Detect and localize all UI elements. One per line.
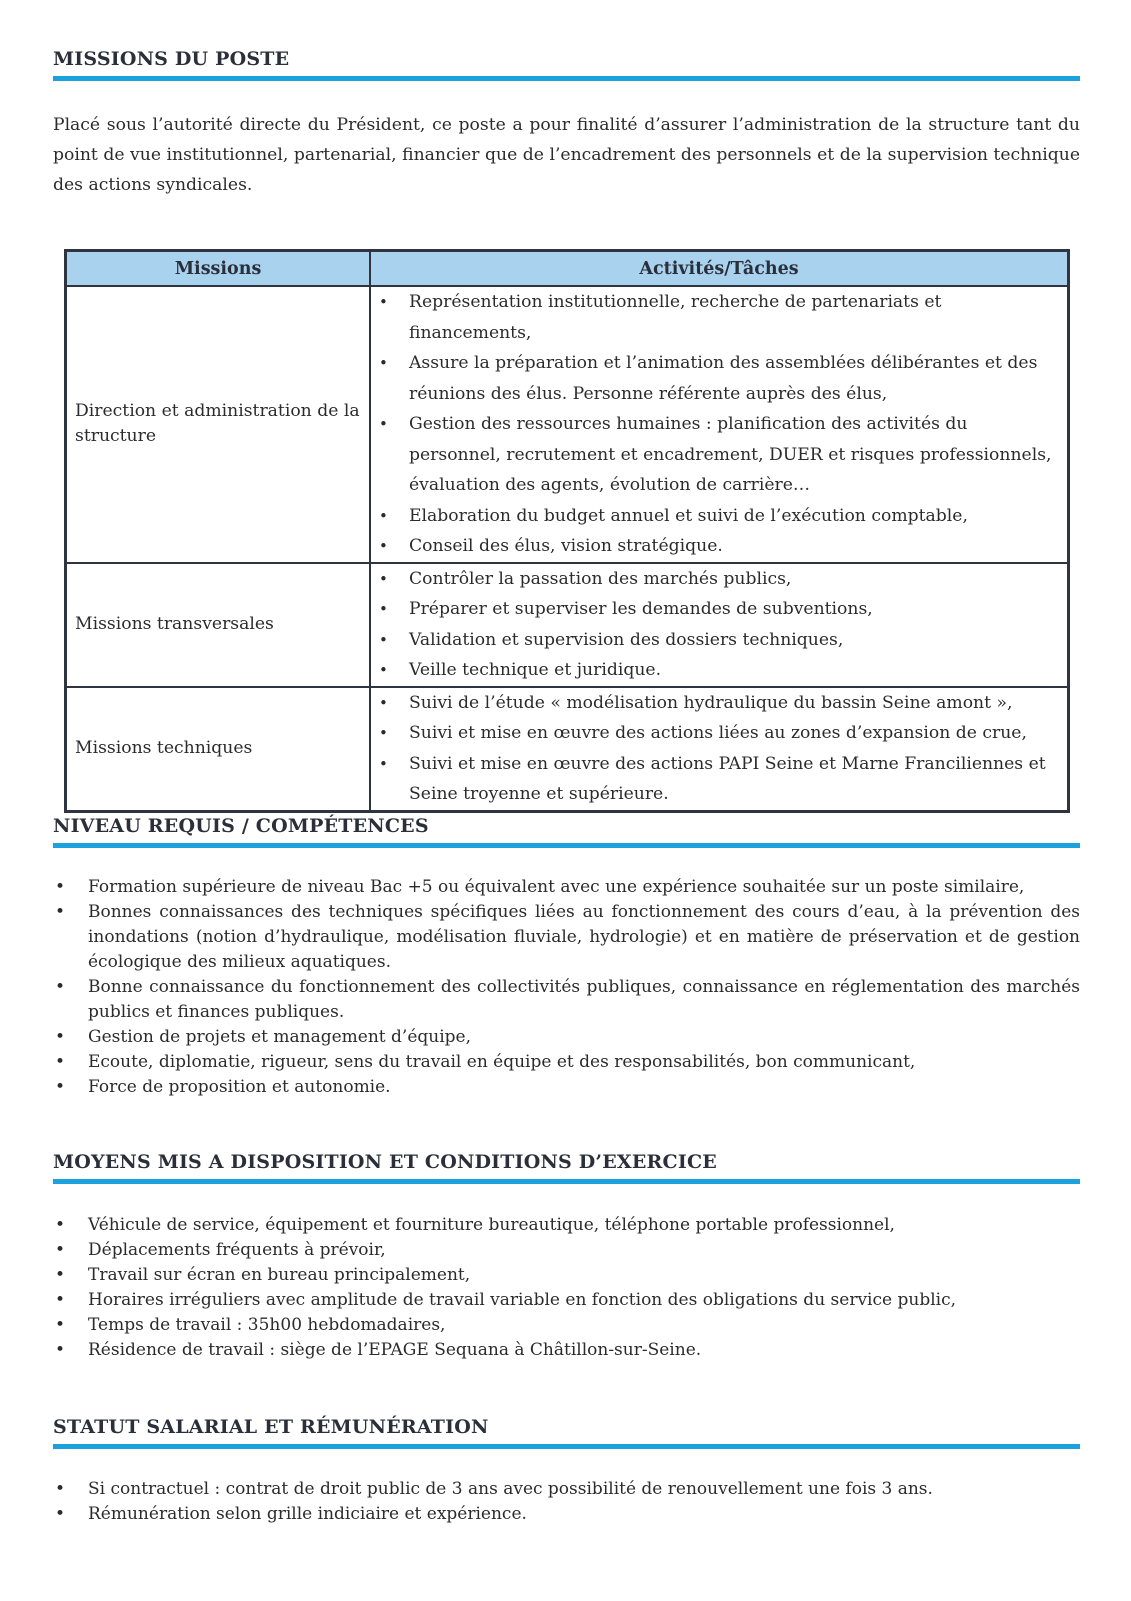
list-item: • Bonne connaissance du fonctionnement des collectivités publiques, connaissance en réglementation des marchés publics et finances publiques. (53, 975, 1080, 1025)
header-activites: Activités/Tâches (370, 251, 1069, 287)
tasks-cell (370, 687, 1069, 812)
section-title-missions: MISSIONS DU POSTE (53, 48, 1080, 81)
task-list (371, 688, 1059, 810)
task-item: • Elaboration du budget annuel et suivi de l’exécution comptable, (371, 501, 1059, 532)
task-item: • Validation et supervision des dossiers techniques, (371, 625, 1059, 656)
list-item: • Véhicule de service, équipement et fourniture bureautique, téléphone portable professionnel, (53, 1213, 1080, 1238)
table-header-row (66, 251, 1069, 287)
niveau-list (53, 875, 1080, 1100)
table-row (66, 286, 1069, 563)
list-item: • Déplacements fréquents à prévoir, (53, 1238, 1080, 1263)
list-item: • Force de proposition et autonomie. (53, 1075, 1080, 1100)
mission-cell: Missions transversales (66, 563, 371, 687)
task-item: • Représentation institutionnelle, recherche de partenariats et financements, (371, 287, 1059, 348)
section-title-niveau: NIVEAU REQUIS / COMPÉTENCES (53, 815, 1080, 848)
list-item: • Si contractuel : contrat de droit public de 3 ans avec possibilité de renouvellement une fois 3 ans. (53, 1477, 1080, 1502)
task-list (371, 287, 1059, 562)
task-item: • Contrôler la passation des marchés publics, (371, 564, 1059, 595)
list-item: • Formation supérieure de niveau Bac +5 ou équivalent avec une expérience souhaitée sur un poste similaire, (53, 875, 1080, 900)
tasks-cell (370, 286, 1069, 563)
task-item: • Préparer et superviser les demandes de subventions, (371, 594, 1059, 625)
task-list (371, 564, 1059, 686)
section-title-moyens: MOYENS MIS A DISPOSITION ET CONDITIONS D’EXERCICE (53, 1151, 1080, 1184)
list-item: • Ecoute, diplomatie, rigueur, sens du travail en équipe et des responsabilités, bon communicant, (53, 1050, 1080, 1075)
tasks-cell (370, 563, 1069, 687)
task-item: • Assure la préparation et l’animation des assemblées délibérantes et des réunions des élus. Personne référente auprès des élus, (371, 348, 1059, 409)
mission-cell: Direction et administration de la structure (66, 286, 371, 563)
task-item: • Suivi et mise en œuvre des actions liées au zones d’expansion de crue, (371, 718, 1059, 749)
list-item: • Résidence de travail : siège de l’EPAGE Sequana à Châtillon-sur-Seine. (53, 1338, 1080, 1363)
list-item: • Rémunération selon grille indiciaire et expérience. (53, 1502, 1080, 1527)
task-item: • Conseil des élus, vision stratégique. (371, 531, 1059, 562)
task-item: • Suivi de l’étude « modélisation hydraulique du bassin Seine amont », (371, 688, 1059, 719)
missions-table (64, 249, 1070, 813)
header-missions: Missions (66, 251, 371, 287)
list-item: • Horaires irréguliers avec amplitude de travail variable en fonction des obligations du service public, (53, 1288, 1080, 1313)
task-item: • Suivi et mise en œuvre des actions PAPI Seine et Marne Franciliennes et Seine troyenne et supérieure. (371, 749, 1059, 810)
mission-cell: Missions techniques (66, 687, 371, 812)
list-item: • Bonnes connaissances des techniques spécifiques liées au fonctionnement des cours d’eau, à la prévention des inondations (notion d’hydraulique, modélisation fluviale, hydrologie) et en matière de préservation et de gestion écologique des milieux aquatiques. (53, 900, 1080, 975)
table-row (66, 563, 1069, 687)
task-item: • Gestion des ressources humaines : planification des activités du personnel, recrutement et encadrement, DUER et risques professionnels, évaluation des agents, évolution de carrière… (371, 409, 1059, 501)
moyens-list (53, 1213, 1080, 1363)
section-title-statut: STATUT SALARIAL ET RÉMUNÉRATION (53, 1416, 1080, 1449)
list-item: • Temps de travail : 35h00 hebdomadaires, (53, 1313, 1080, 1338)
missions-intro: Placé sous l’autorité directe du Président, ce poste a pour finalité d’assurer l’administration de la structure tant du point de vue institutionnel, partenarial, financier que de l’encadrement des personnels et de la supervision technique des actions syndicales. (53, 115, 1080, 195)
task-item: • Veille technique et juridique. (371, 655, 1059, 686)
statut-list (53, 1477, 1080, 1527)
table-row (66, 687, 1069, 812)
list-item: • Travail sur écran en bureau principalement, (53, 1263, 1080, 1288)
list-item: • Gestion de projets et management d’équipe, (53, 1025, 1080, 1050)
